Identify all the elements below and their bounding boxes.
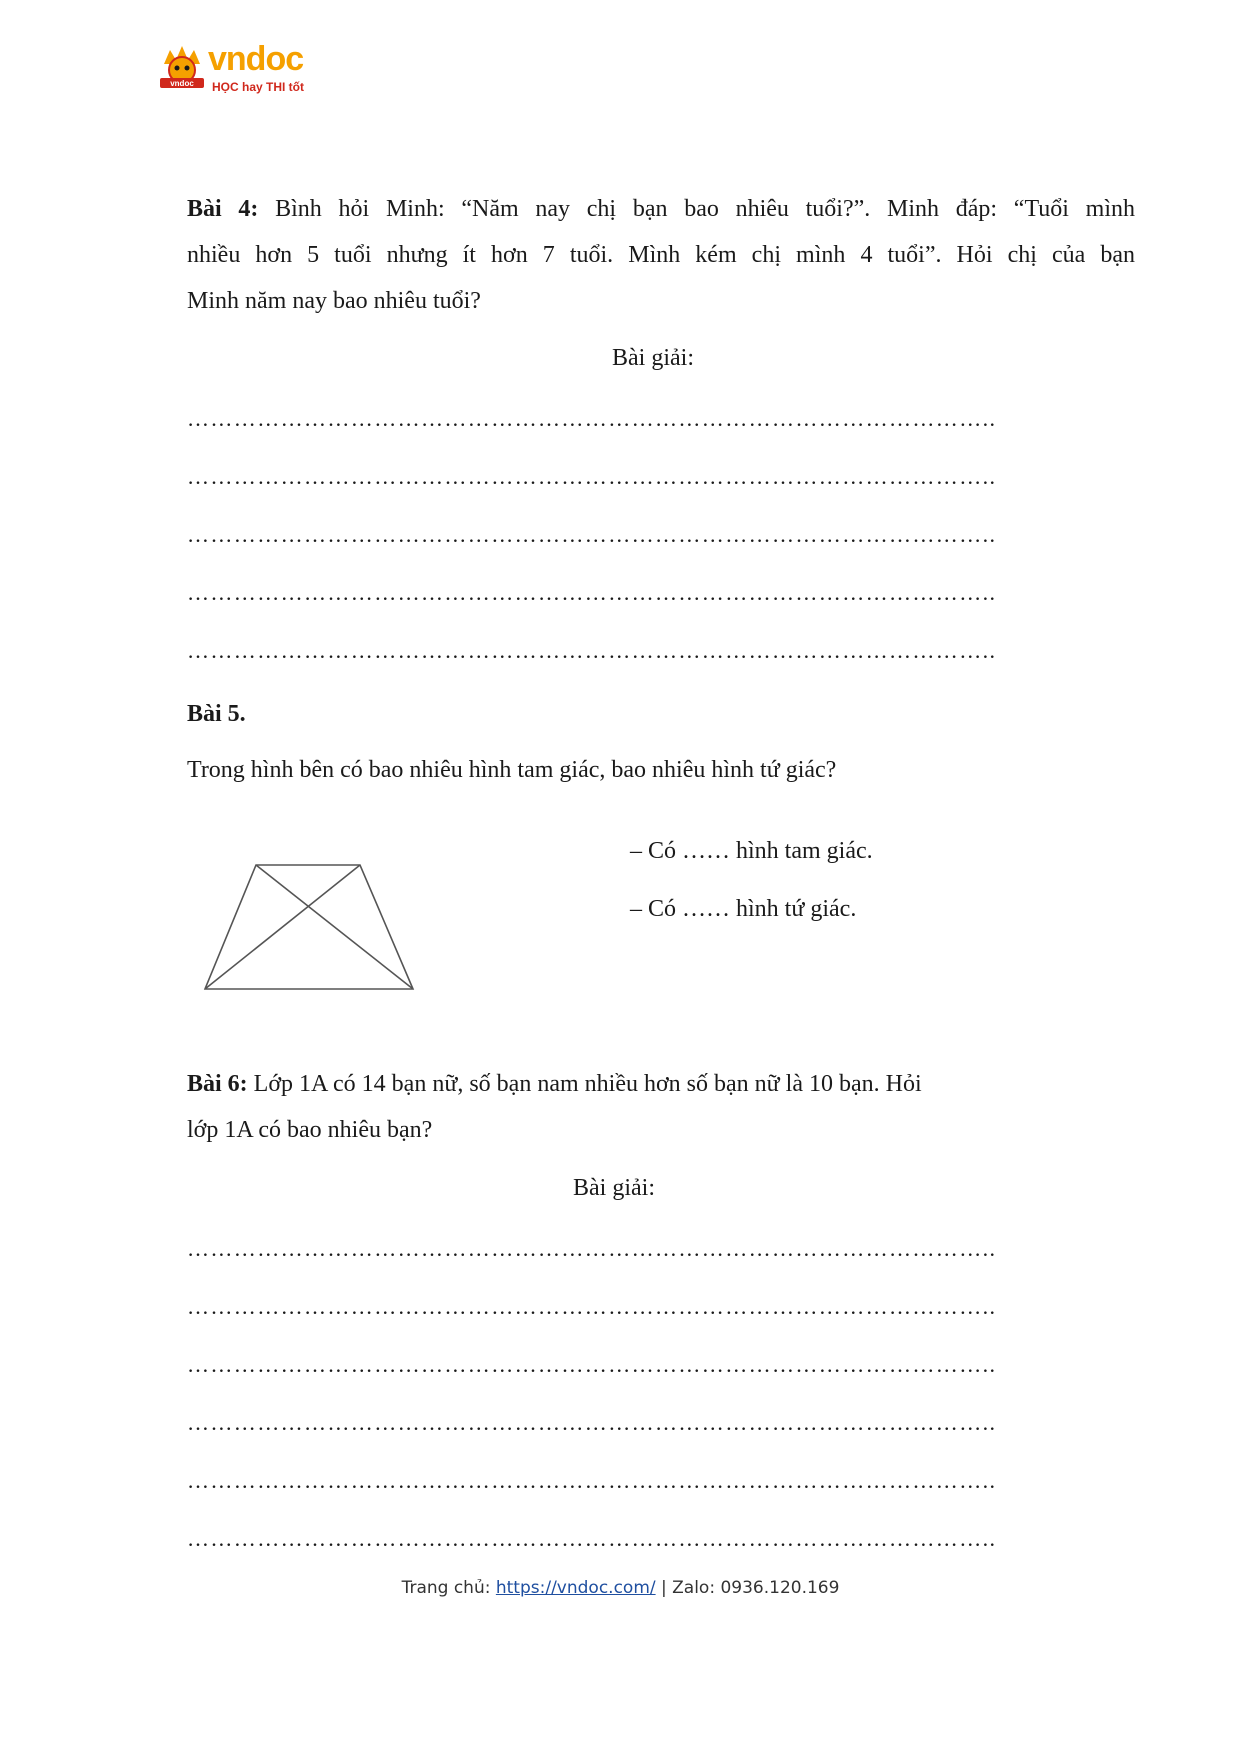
logo-wordmark: vndoc (208, 40, 304, 78)
answer-line[interactable]: ………………………………………………………………………………………….. (187, 1526, 997, 1551)
logo-tagline-part1: HỌC hay (212, 80, 267, 94)
bai6-text-line1: Lớp 1A có 14 bạn nữ, số bạn nam nhiều hơn số bạn nữ là 10 bạn. Hỏi (247, 1071, 922, 1097)
footer-suffix: | Zalo: 0936.120.169 (655, 1578, 840, 1598)
answer-line[interactable]: ………………………………………………………………………………………….. (187, 1236, 997, 1261)
bai4-label: Bài 4: (187, 196, 259, 222)
answer-line[interactable]: ………………………………………………………………………………………….. (187, 638, 997, 663)
answer-line[interactable]: ………………………………………………………………………………………….. (187, 1352, 997, 1377)
bai4-text-line1: Bình hỏi Minh: “Năm nay chị bạn bao nhiêu tuổi?”. Minh đáp: “Tuổi mình (258, 196, 1135, 222)
answer-line[interactable]: ………………………………………………………………………………………….. (187, 1294, 997, 1319)
vndoc-logo[interactable] (160, 40, 320, 100)
answer-line[interactable]: ………………………………………………………………………………………….. (187, 580, 997, 605)
bai6-line1 (187, 1061, 1135, 1107)
logo-tagline (212, 80, 304, 94)
logo-badge-text: vndoc (170, 79, 194, 88)
trapezoid-outline (205, 865, 413, 989)
bai5-answer-quadrilaterals: – Có …… hình tứ giác. (630, 896, 857, 922)
trapezoid-diagonal (256, 865, 413, 989)
bai6-line2: lớp 1A có bao nhiêu bạn? (187, 1117, 433, 1143)
bai5-label: Bài 5. (187, 701, 246, 727)
logo-tagline-part2: THI tốt (266, 80, 305, 94)
bai6-solution-heading: Bài giải: (573, 1175, 655, 1201)
bai5-answer-triangles: – Có …… hình tam giác. (630, 838, 873, 864)
page-footer (0, 1578, 1241, 1598)
bai6-label: Bài 6: (187, 1071, 248, 1097)
answer-line[interactable]: ………………………………………………………………………………………….. (187, 522, 997, 547)
answer-line[interactable]: ………………………………………………………………………………………….. (187, 1410, 997, 1435)
vndoc-mascot-logo-icon (160, 44, 210, 94)
answer-line[interactable]: ………………………………………………………………………………………….. (187, 1468, 997, 1493)
trapezoid-figure (200, 860, 420, 1000)
bai4-line1 (187, 186, 1135, 232)
bai4-solution-heading: Bài giải: (612, 345, 694, 371)
trapezoid-diagonal (205, 865, 360, 989)
homepage-link[interactable]: https://vndoc.com/ (495, 1578, 656, 1598)
bai4-line2: nhiều hơn 5 tuổi nhưng ít hơn 7 tuổi. Mình kém chị mình 4 tuổi”. Hỏi chị của bạn (187, 242, 1135, 268)
answer-line[interactable]: ………………………………………………………………………………………….. (187, 464, 997, 489)
bai5-question: Trong hình bên có bao nhiêu hình tam giác, bao nhiêu hình tứ giác? (187, 757, 837, 783)
bai4-line3: Minh năm nay bao nhiêu tuổi? (187, 288, 481, 314)
answer-line[interactable]: ………………………………………………………………………………………….. (187, 406, 997, 431)
footer-prefix: Trang chủ: (401, 1578, 496, 1598)
